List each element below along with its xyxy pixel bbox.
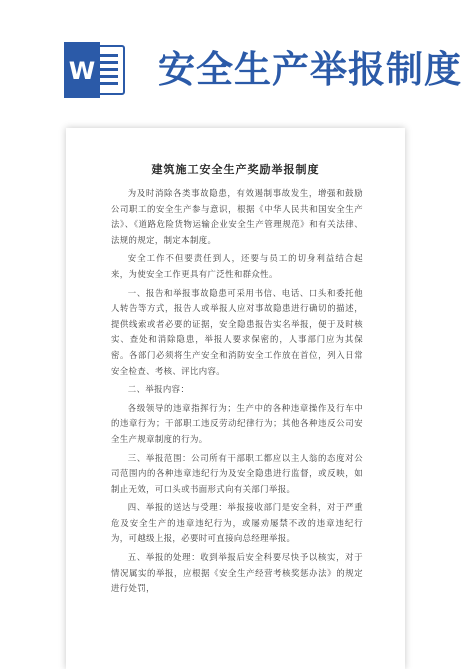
word-document-icon [64,42,126,98]
document-title: 建筑施工安全生产奖励举报制度 [151,163,320,176]
paragraph: 三、举报范围：公司所有干部职工都应以主人翁的态度对公司范围内的各种违章违纪行为及安全隐患进行监督，或反映，如制止无效，可口头或书面形式向有关部门举报。 [111,452,363,494]
paragraph: 安全工作不但要责任到人，还要与员工的切身利益结合起来，为使安全工作更具有广泛性和群众性。 [111,253,363,279]
paragraph: 一、报告和举报事故隐患可采用书信、电话、口头和委托他人转告等方式，报告人或举报人应对事故隐患进行确切的描述，提供线索或者必要的证据，安全隐患报告实名举报，便于及时核实、查处和消除隐患，举报人要求保密的，人事部门应为其保密。各部门必须将生产安全和消防安全工作放在首位，列入日常安全检查、考核、评比内容。 [111,287,363,376]
paragraph: 五、举报的处理：收到举报后安全科要尽快予以核实，对于情况属实的举报，应根据《安全生产经营考核奖惩办法》的规定进行处罚， [111,552,363,594]
paragraph: 二、举报内容： [127,384,190,395]
page-title: 安全生产举报制度 [158,48,462,91]
document-page [66,128,405,669]
paragraph: 为及时消除各类事故隐患，有效遏制事故发生，增强和鼓励公司职工的安全生产参与意识，根据《中华人民共和国安全生产法》、《道路危险货物运输企业安全生产管理规范》和有关法律、法规的规定，制定本制度。 [111,188,363,245]
paragraph: 各级领导的违章指挥行为；生产中的各种违章操作及行车中的违章行为；干部职工违反劳动纪律行为；其他各种违反公司安全生产规章制度的行为。 [111,402,363,444]
document-body [111,186,363,600]
banner-header [0,0,474,128]
paragraph: 四、举报的送达与受理：举报接收部门是安全科，对于严重危及安全生产的违章违纪行为，或屡劝屡禁不改的违章违纪行为，可越级上报，必要时可直接向总经理举报。 [111,502,363,544]
svg-text:W: W [68,57,96,85]
